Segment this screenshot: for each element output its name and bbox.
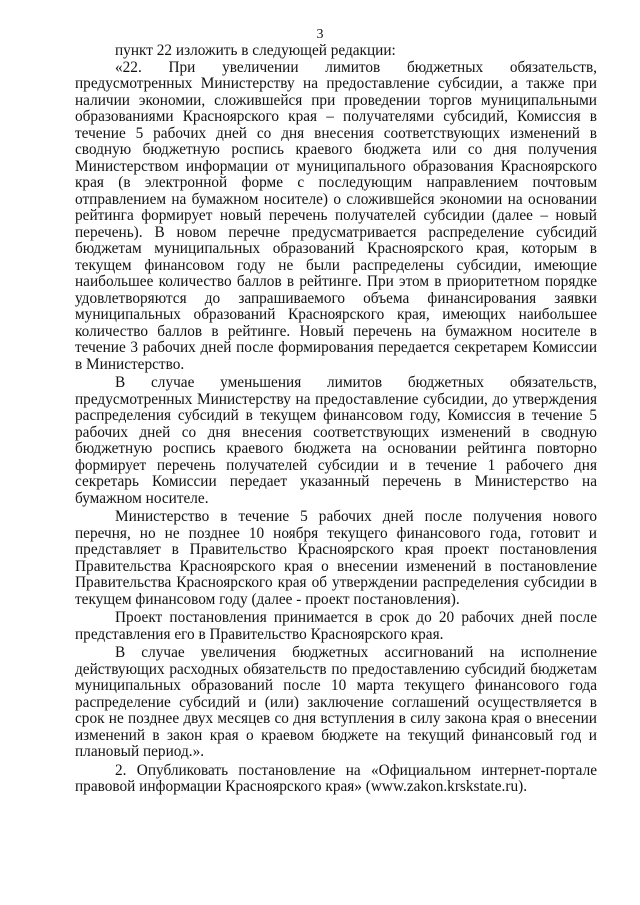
paragraph-intro: пункт 22 изложить в следующей редакции: xyxy=(115,42,396,59)
paragraph-publication: 2. Опубликовать постановление на «Официальном интернет-портале правовой информации Красноярского края» (www.zakon.krskstate.ru). xyxy=(75,761,597,795)
paragraph-limit-decrease: В случае уменьшения лимитов бюджетных обязательств, предусмотренных Министерству на предоставление субсидии, до утверждения распределения субсидий в текущем финансовом году, Комиссия в течение 5 рабочих дней со дня внесения соответствующих изменений в сводную бюджетную роспись краевого бюджета на основании рейтинга повторно формирует перечень получателей субсидии и в течение 1 рабочего дня секретарь Комиссии передает указанный перечень в Министерство на бумажном носителе. xyxy=(75,374,597,507)
paragraph-resolution-term: Проект постановления принимается в срок до 20 рабочих дней после представления его в Правительство Красноярского края. xyxy=(75,609,597,643)
paragraph-ministry-deadline: Министерство в течение 5 рабочих дней после получения нового перечня, но не позднее 10 ноября текущего финансового года, готовит и представляет в Правительство Красноярского края проект постановления Правительства Красноярского края о внесении изменений в постановление Правительства Красноярского края об утверждении распределения субсидии в текущем финансовом году (далее - проект постановления). xyxy=(75,508,597,608)
document-body xyxy=(75,43,597,796)
paragraph-clause-22: «22. При увеличении лимитов бюджетных обязательств, предусмотренных Министерству на предоставление субсидии, а также при наличии экономии, сложившейся при проведении торгов муниципальными образованиями Красноярского края – получателями субсидий, Комиссия в течение 5 рабочих дней со дня внесения соответствующих изменений в сводную бюджетную роспись краевого бюджета или со дня получения Министерством информации от муниципального образования Красноярского края (в электронной форме с последующим направлением почтовым отправлением на бумажном носителе) о сложившейся экономии на основании рейтинга формирует новый перечень получателей субсидии (далее – новый перечень). В новом перечне предусматривается распределение субсидий бюджетам муниципальных образований Красноярского края, которым в текущем финансовом году не были распределены субсидии, имеющие наибольшее количество баллов в рейтинге. При этом в приоритетном порядке удовлетворяются до запрашиваемого объема финансирования заявки муниципальных образований Красноярского края, имеющих наибольшее количество баллов в рейтинге. Новый перечень на бумажном носителе в течение 3 рабочих дней после формирования передается секретарем Комиссии в Министерство. xyxy=(75,58,597,373)
paragraph-appropriation-increase: В случае увеличения бюджетных ассигнований на исполнение действующих расходных обязательств по предоставлению субсидий бюджетам муниципальных образований после 10 марта текущего финансового года распределение субсидий и (или) заключение соглашений осуществляется в срок не позднее двух месяцев со дня вступления в силу закона края о внесении изменений в закон края о краевом бюджете на текущий финансовый год и плановый период.». xyxy=(75,644,597,760)
page-number: 3 xyxy=(316,27,324,42)
